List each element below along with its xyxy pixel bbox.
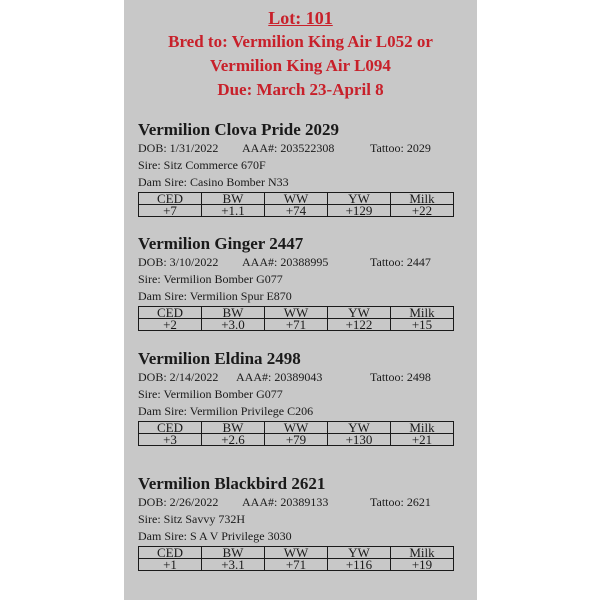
epd-value: +3 (139, 434, 202, 446)
epd-table (138, 192, 454, 217)
epd-header-row (139, 422, 454, 434)
epd-header: Milk (391, 547, 454, 559)
epd-value-row (139, 205, 454, 217)
animal-id-row (138, 254, 458, 271)
epd-header: Milk (391, 193, 454, 205)
epd-value: +71 (265, 319, 328, 331)
animal-entry (138, 120, 458, 217)
animal-dob: DOB: 2/14/2022 (138, 370, 219, 384)
animal-dam-sire: Dam Sire: Casino Bomber N33 (138, 175, 289, 189)
animal-id-row (138, 140, 458, 157)
epd-header: CED (139, 422, 202, 434)
animal-dob: DOB: 1/31/2022 (138, 141, 219, 155)
animal-entry (138, 474, 458, 571)
epd-value: +2.6 (202, 434, 265, 446)
epd-value: +21 (391, 434, 454, 446)
epd-value: +3.1 (202, 559, 265, 571)
epd-value: +116 (328, 559, 391, 571)
animal-dob: DOB: 3/10/2022 (138, 255, 219, 269)
epd-value-row (139, 434, 454, 446)
animal-tattoo: Tattoo: 2029 (370, 141, 431, 155)
epd-value: +1.1 (202, 205, 265, 217)
epd-header-row (139, 307, 454, 319)
epd-table (138, 421, 454, 446)
epd-header: CED (139, 307, 202, 319)
epd-header: WW (265, 547, 328, 559)
epd-value: +22 (391, 205, 454, 217)
animal-aaa: AAA#: 20389043 (236, 370, 323, 384)
animal-entry (138, 234, 458, 331)
animal-id-row (138, 369, 458, 386)
epd-value: +129 (328, 205, 391, 217)
animal-entry (138, 349, 458, 446)
lot-header (124, 6, 477, 102)
animal-dob: DOB: 2/26/2022 (138, 495, 219, 509)
epd-value: +19 (391, 559, 454, 571)
animal-tattoo: Tattoo: 2621 (370, 495, 431, 509)
epd-value-row (139, 559, 454, 571)
epd-header-row (139, 547, 454, 559)
due-dates: Due: March 23-April 8 (217, 80, 384, 99)
animal-name: Vermilion Blackbird 2621 (138, 474, 326, 493)
animal-aaa: AAA#: 20388995 (242, 255, 329, 269)
animal-dam-sire: Dam Sire: Vermilion Spur E870 (138, 289, 292, 303)
epd-header: Milk (391, 307, 454, 319)
epd-table (138, 306, 454, 331)
animal-sire: Sire: Vermilion Bomber G077 (138, 387, 283, 401)
epd-header: CED (139, 547, 202, 559)
bred-to-line-1: Bred to: Vermilion King Air L052 or (168, 32, 433, 51)
animal-id-row (138, 494, 458, 511)
epd-header: WW (265, 307, 328, 319)
epd-value: +3.0 (202, 319, 265, 331)
epd-header: CED (139, 193, 202, 205)
animal-tattoo: Tattoo: 2447 (370, 255, 431, 269)
epd-value: +7 (139, 205, 202, 217)
epd-header: WW (265, 422, 328, 434)
bred-to-line-2: Vermilion King Air L094 (210, 56, 391, 75)
animal-dam-sire: Dam Sire: S A V Privilege 3030 (138, 529, 292, 543)
animal-tattoo: Tattoo: 2498 (370, 370, 431, 384)
epd-value: +71 (265, 559, 328, 571)
epd-value-row (139, 319, 454, 331)
epd-value: +74 (265, 205, 328, 217)
epd-value: +15 (391, 319, 454, 331)
epd-header-row (139, 193, 454, 205)
epd-header: BW (202, 307, 265, 319)
epd-table (138, 546, 454, 571)
animal-sire: Sire: Sitz Commerce 670F (138, 158, 266, 172)
animal-name: Vermilion Clova Pride 2029 (138, 120, 339, 139)
epd-header: YW (328, 422, 391, 434)
epd-value: +79 (265, 434, 328, 446)
epd-header: YW (328, 193, 391, 205)
epd-header: YW (328, 307, 391, 319)
animal-dam-sire: Dam Sire: Vermilion Privilege C206 (138, 404, 314, 418)
animal-sire: Sire: Sitz Savvy 732H (138, 512, 245, 526)
lot-card (124, 0, 477, 600)
epd-value: +122 (328, 319, 391, 331)
epd-value: +130 (328, 434, 391, 446)
animal-aaa: AAA#: 203522308 (242, 141, 335, 155)
animal-sire: Sire: Vermilion Bomber G077 (138, 272, 283, 286)
epd-header: BW (202, 422, 265, 434)
epd-value: +2 (139, 319, 202, 331)
epd-header: WW (265, 193, 328, 205)
epd-header: BW (202, 193, 265, 205)
animal-name: Vermilion Eldina 2498 (138, 349, 301, 368)
epd-header: YW (328, 547, 391, 559)
lot-number: Lot: 101 (268, 8, 333, 28)
epd-header: BW (202, 547, 265, 559)
epd-value: +1 (139, 559, 202, 571)
animal-aaa: AAA#: 20389133 (242, 495, 329, 509)
epd-header: Milk (391, 422, 454, 434)
animal-name: Vermilion Ginger 2447 (138, 234, 304, 253)
